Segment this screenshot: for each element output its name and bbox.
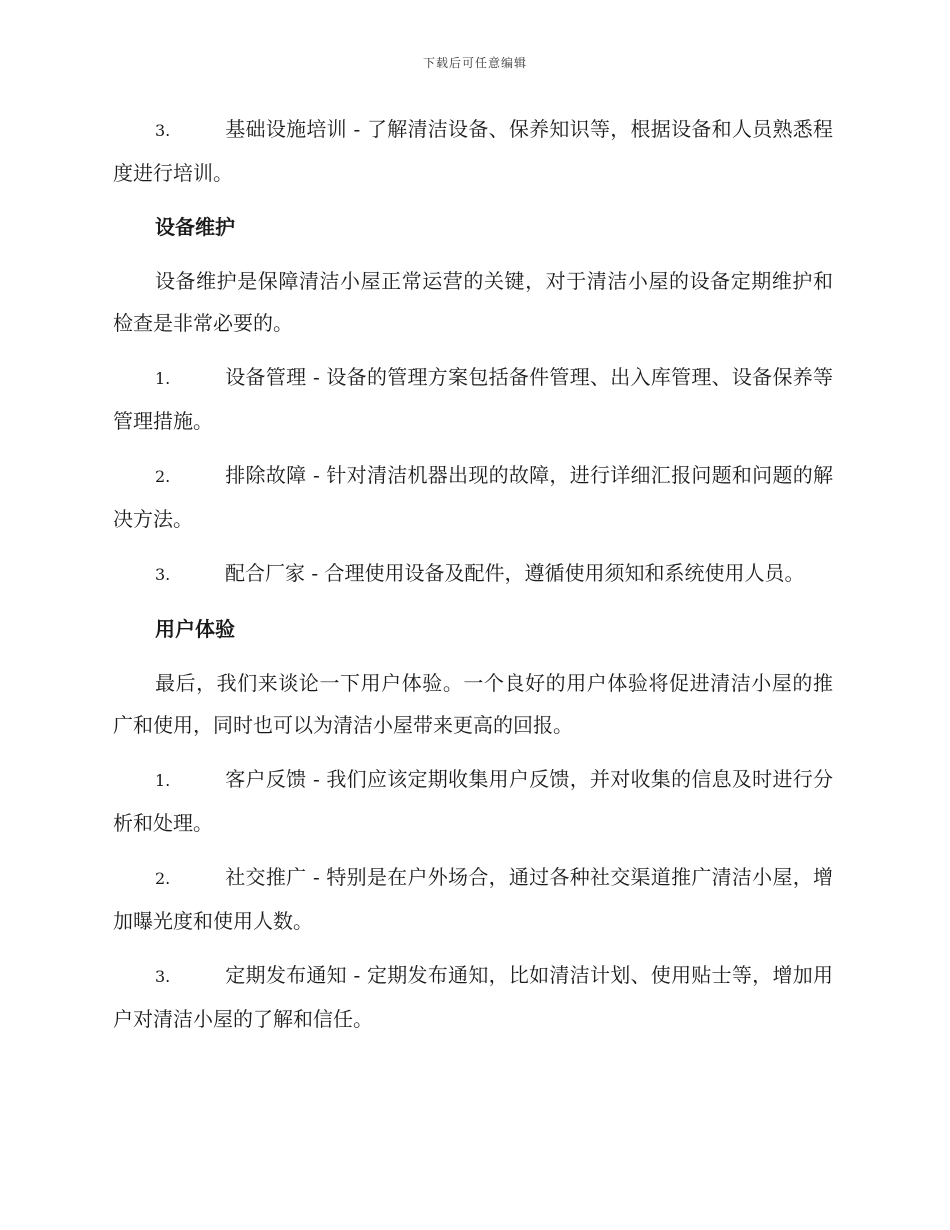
list-item-customer-feedback <box>113 758 833 844</box>
list-item-infrastructure-training <box>113 108 833 194</box>
list-number: 3. <box>155 565 171 584</box>
list-item-text: 设备管理 - 设备的管理方案包括备件管理、出入库管理、设备保养等管理措施。 <box>113 365 833 433</box>
list-item-troubleshooting <box>113 454 833 540</box>
list-item-manufacturer-cooperation <box>113 552 833 596</box>
list-item-text: 社交推广 - 特别是在户外场合，通过各种社交渠道推广清洁小屋，增加曝光度和使用人数。 <box>113 865 833 933</box>
list-item-text: 配合厂家 - 合理使用设备及配件，遵循使用须知和系统使用人员。 <box>225 561 805 585</box>
list-number: 2. <box>155 869 171 888</box>
section-heading-equipment-maintenance: 设备维护 <box>155 215 235 239</box>
list-item-text: 客户反馈 - 我们应该定期收集用户反馈，并对收集的信息及时进行分析和处理。 <box>113 767 833 835</box>
list-number: 1. <box>155 771 171 790</box>
list-item-text: 排除故障 - 针对清洁机器出现的故障，进行详细汇报问题和问题的解决方法。 <box>113 463 833 531</box>
list-item-text: 定期发布通知 - 定期发布通知，比如清洁计划、使用贴士等，增加用户对清洁小屋的了解和信任。 <box>113 963 833 1031</box>
list-item-social-promotion <box>113 856 833 942</box>
header-note: 下载后可任意编辑 <box>422 56 527 70</box>
list-number: 2. <box>155 467 171 486</box>
list-number: 3. <box>155 967 171 986</box>
section-heading-user-experience: 用户体验 <box>155 617 235 641</box>
document-body <box>113 108 833 1052</box>
list-number: 3. <box>155 121 171 140</box>
list-item-notices <box>113 954 833 1040</box>
paragraph-equipment-maintenance: 设备维护是保障清洁小屋正常运营的关键，对于清洁小屋的设备定期维护和检查是非常必要的。 <box>113 269 833 335</box>
list-item-text: 基础设施培训 - 了解清洁设备、保养知识等，根据设备和人员熟悉程度进行培训。 <box>113 117 833 185</box>
paragraph-user-experience: 最后，我们来谈论一下用户体验。一个良好的用户体验将促进清洁小屋的推广和使用，同时也可以为清洁小屋带来更高的回报。 <box>113 671 833 737</box>
list-number: 1. <box>155 369 171 388</box>
list-item-equipment-management <box>113 356 833 442</box>
